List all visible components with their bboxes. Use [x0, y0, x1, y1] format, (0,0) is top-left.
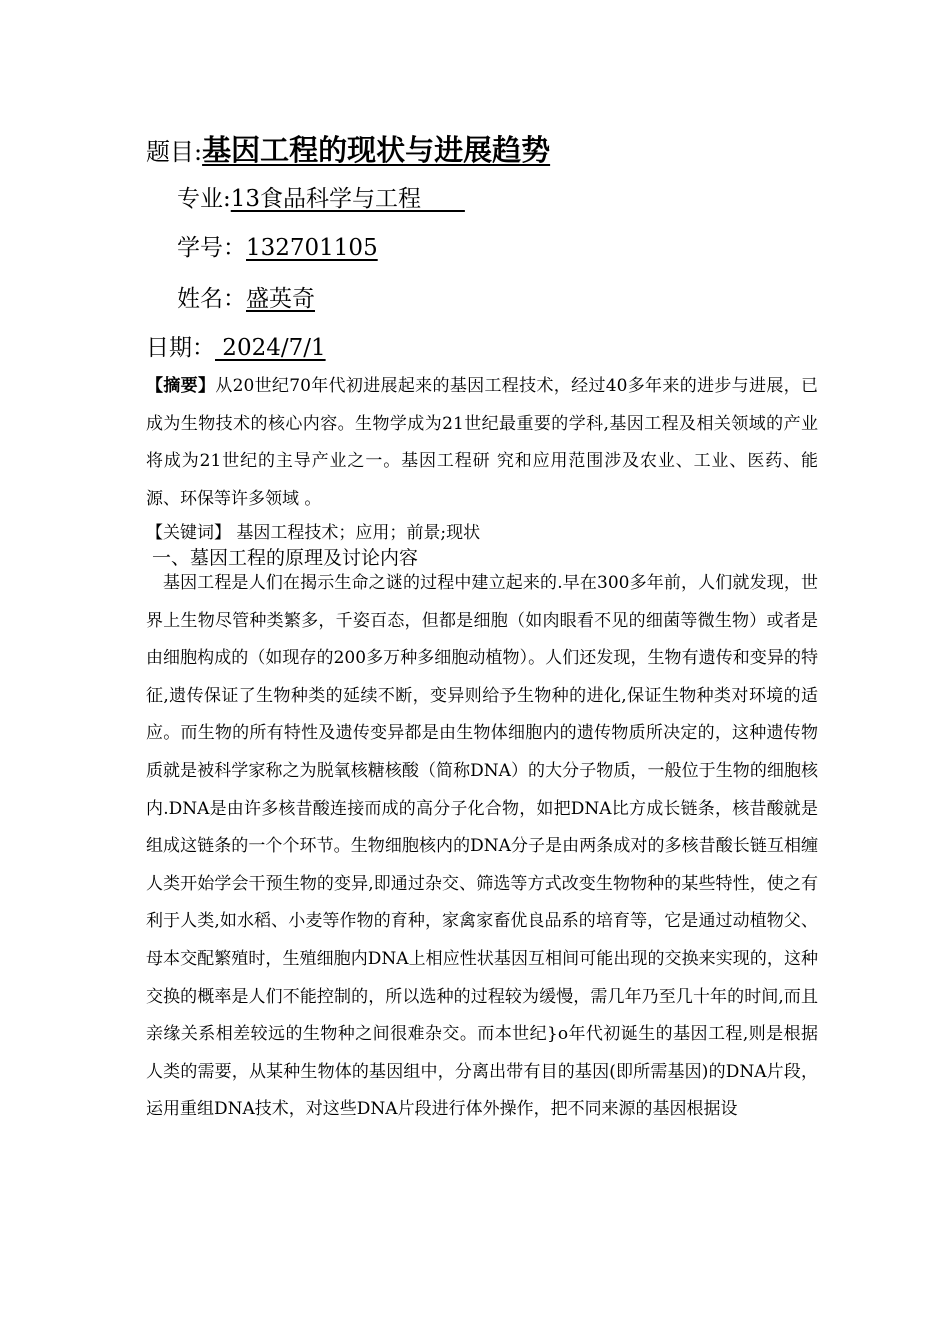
section-heading: 一、墓因工程的原理及讨论内容 — [152, 547, 419, 569]
student-id-label: 学号： — [177, 235, 246, 261]
abstract-label: 【摘要】 — [146, 376, 216, 396]
major-value: 13食品科学与工程 — [230, 186, 465, 212]
student-id-line — [177, 230, 378, 266]
title-prefix: 题目: — [146, 138, 203, 166]
document-title: 基因工程的现状与进展趋势 — [202, 133, 551, 167]
date-label: 日期： — [146, 335, 215, 361]
section-body-paragraph: 基因工程是人们在揭示生命之谜的过程中建立起来的.早在300多年前，人们就发现，世界上生物尽管种类繁多，千姿百态，但都是细胞（如肉眼看不见的细菌等微生物）或者是由细胞构成的（如现存的200多万种多细胞动植物）。人们还发现，生物有遗传和变异的特征,遗传保证了生物种类的延续不断，变异则给予生物种的进化,保证生物种类对环境的适应。而生物的所有特性及遗传变异都是由生物体细胞内的遗传物质所决定的，这种遗传物质就是被科学家称之为脱氧核糖核酸（简称DNA）的大分子物质，一般位于生物的细胞核内.DNA是由许多核昔酸连接而成的高分子化合物，如把DNA比方成长链条，核昔酸就是组成这链条的一个个环节。生物细胞核内的DNA分子是由两条成对的多核昔酸长链互相缠人类开始学会干预生物的变异,即通过杂交、筛选等方式改变生物物种的某些特性，使之有利于人类,如水稻、小麦等作物的育种，家禽家畜优良品系的培育等，它是通过动植物父、母本交配繁殖时，生殖细胞内DNA上相应性状基因互相间可能出现的交换来实现的，这种交换的概率是人们不能控制的，所以选种的过程较为缓慢，需几年乃至几十年的时间,而且亲缘关系相差较远的生物种之间很难杂交。而本世纪}o年代初诞生的基因工程,则是根据人类的需要，从某种生物体的基因组中，分离出带有目的基因(即所需基因)的DNA片段，运用重组DNA技术，对这些DNA片段进行体外操作，把不同来源的基因根据设 — [146, 573, 818, 1120]
name-label: 姓名： — [177, 286, 246, 312]
abstract-paragraph — [146, 368, 818, 518]
name-value: 盛英奇 — [246, 286, 315, 312]
keywords-line — [146, 520, 480, 546]
major-label: 专业: — [177, 186, 231, 212]
name-line — [177, 281, 315, 317]
keywords-text: 基因工程技术；应用；前景;现状 — [231, 523, 481, 543]
student-id-value: 132701105 — [246, 235, 378, 261]
keywords-label: 【关键词】 — [146, 523, 231, 543]
title-line — [146, 128, 550, 174]
abstract-text: 从20世纪70年代初进展起来的基因工程技术，经过40多年来的进步与进展，已成为生物技术的核心内容。生物学成为21世纪最重要的学科,基因工程及相关领域的产业将成为21世纪的主导产业之一。基因工程研 究和应用范围涉及农业、工业、医药、能源、环保等许多领域 。 — [146, 376, 818, 509]
date-line — [146, 330, 326, 366]
major-line — [177, 181, 465, 217]
date-value: 2024/7/1 — [215, 335, 326, 361]
